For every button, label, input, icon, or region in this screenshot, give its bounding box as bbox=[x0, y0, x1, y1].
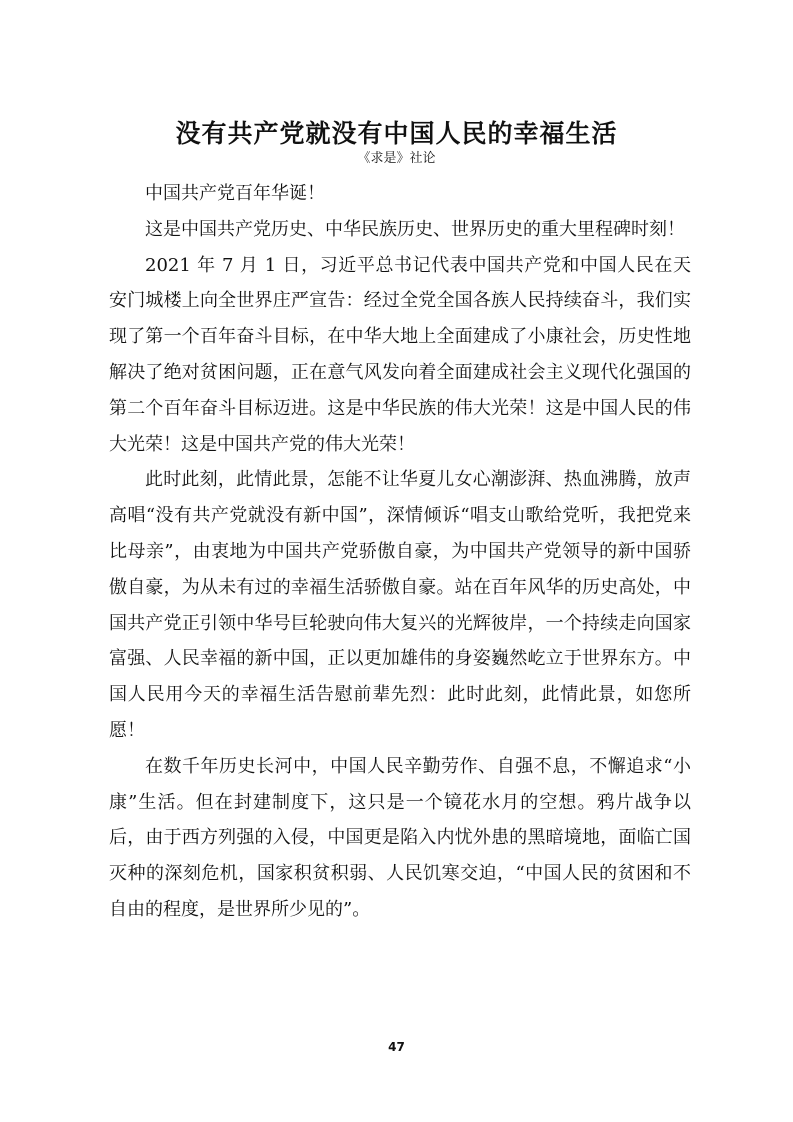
article-title: 没有共产党就没有中国人民的幸福生活 bbox=[175, 118, 618, 148]
paragraph-2: 这是中国共产党历史、中华民族历史、世界历史的重大里程碑时刻！ bbox=[145, 218, 685, 240]
article-body bbox=[109, 176, 691, 928]
paragraph-1: 中国共产党百年华诞！ bbox=[145, 183, 325, 204]
paragraph-3: 2021 年 7 月 1 日，习近平总书记代表中国共产党和中国人民在天安门城楼上向全世界庄严宣告：经过全党全国各族人民持续奋斗，我们实现了第一个百年奋斗目标，在中华大地上全面建成了小康社会，历史性地解决了绝对贫困问题，正在意气风发向着全面建成社会主义现代化强国的第二个百年奋斗目标迈进。这是中华民族的伟大光荣！这是中国人民的伟大光荣！这是中国共产党的伟大光荣！ bbox=[109, 254, 691, 455]
page-number: 47 bbox=[388, 1040, 405, 1054]
paragraph-5: 在数千年历史长河中，中国人民辛勤劳作、自强不息，不懈追求“小康”生活。但在封建制度下，这只是一个镜花水月的空想。鸦片战争以后，由于西方列强的入侵，中国更是陷入内忧外患的黑暗境地，面临亡国灭种的深刻危机，国家积贫积弱、人民饥寒交迫，“中国人民的贫困和不自由的程度，是世界所少见的”。 bbox=[109, 755, 691, 920]
paragraph-4: 此时此刻，此情此景，怎能不让华夏儿女心潮澎湃、热血沸腾，放声高唱“没有共产党就没有新中国”，深情倾诉“唱支山歌给党听，我把党来比母亲”，由衷地为中国共产党骄傲自豪，为中国共产党领导的新中国骄傲自豪，为从未有过的幸福生活骄傲自豪。站在百年风华的历史高处，中国共产党正引领中华号巨轮驶向伟大复兴的光辉彼岸，一个持续走向国家富强、人民幸福的新中国，正以更加雄伟的身姿巍然屹立于世界东方。中国人民用今天的幸福生活告慰前辈先烈：此时此刻，此情此景，如您所愿！ bbox=[109, 469, 691, 741]
article-byline: 《求是》社论 bbox=[357, 151, 436, 166]
